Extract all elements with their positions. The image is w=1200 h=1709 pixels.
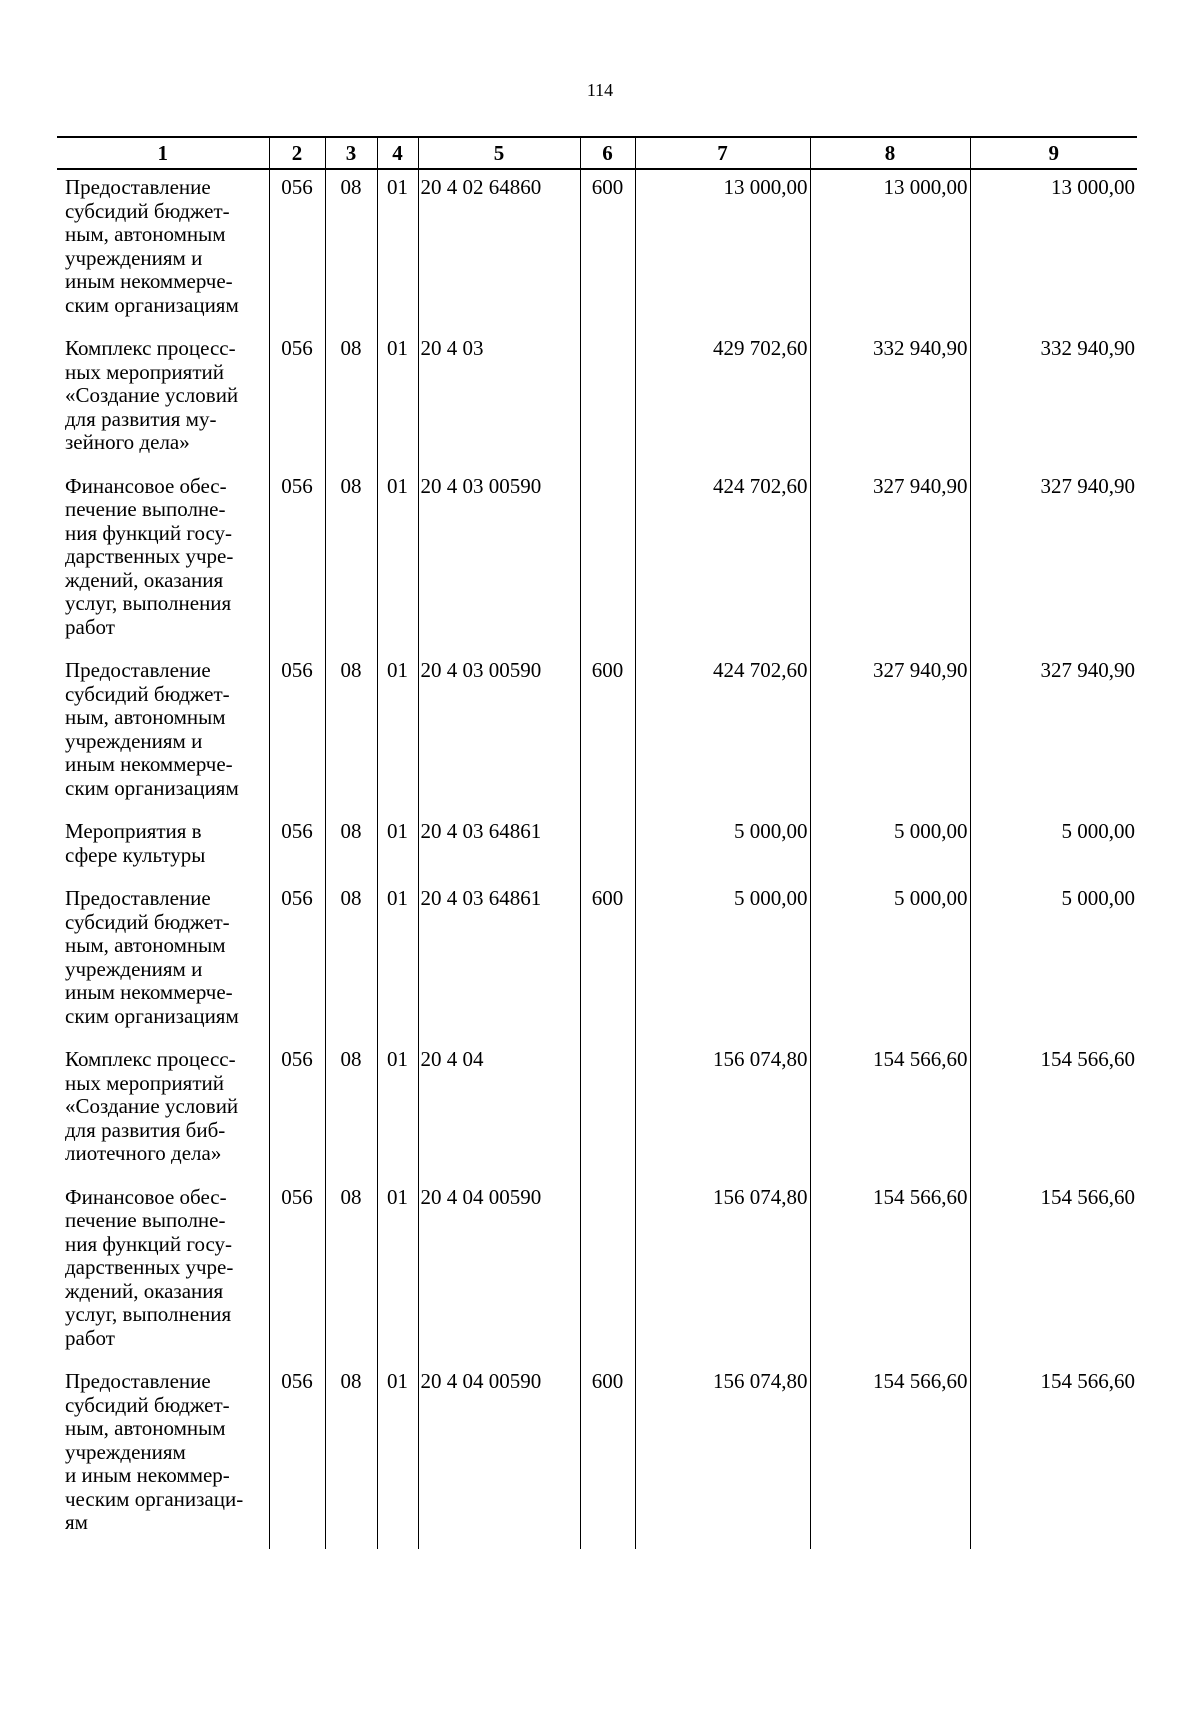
table-row xyxy=(57,169,1137,331)
amount-col8-cell: 154 566,60 xyxy=(810,1180,970,1365)
amount-col9-cell: 13 000,00 xyxy=(970,169,1137,331)
amount-col7-cell: 156 074,80 xyxy=(635,1180,810,1365)
column-header: 4 xyxy=(377,137,418,169)
table-row xyxy=(57,1364,1137,1549)
amount-col7-cell: 429 702,60 xyxy=(635,331,810,469)
amount-col7-cell: 424 702,60 xyxy=(635,469,810,654)
amount-col8-cell: 5 000,00 xyxy=(810,814,970,881)
section-code-cell: 08 xyxy=(325,1180,377,1365)
expense-type-cell xyxy=(580,331,635,469)
table-row xyxy=(57,653,1137,814)
row-name-cell: Предоставление субсидий бюджет- ным, автономным учреждениям и иным некоммерче- ским организациям xyxy=(65,658,239,800)
target-article-cell: 20 4 04 00590 xyxy=(418,1364,580,1549)
subsection-code-cell: 01 xyxy=(377,653,418,814)
admin-code-cell: 056 xyxy=(269,1042,325,1180)
subsection-code-cell: 01 xyxy=(377,814,418,881)
table-header-row xyxy=(57,137,1137,169)
section-code-cell: 08 xyxy=(325,653,377,814)
admin-code-cell: 056 xyxy=(269,814,325,881)
page-number: 114 xyxy=(586,80,614,100)
amount-col9-cell: 5 000,00 xyxy=(970,814,1137,881)
column-header: 3 xyxy=(325,137,377,169)
subsection-code-cell: 01 xyxy=(377,1180,418,1365)
column-header: 9 xyxy=(970,137,1137,169)
amount-col8-cell: 332 940,90 xyxy=(810,331,970,469)
section-code-cell: 08 xyxy=(325,1364,377,1549)
column-header: 1 xyxy=(57,137,269,169)
amount-col9-cell: 154 566,60 xyxy=(970,1364,1137,1549)
amount-col7-cell: 5 000,00 xyxy=(635,881,810,1042)
amount-col9-cell: 327 940,90 xyxy=(970,469,1137,654)
row-name-cell: Предоставление субсидий бюджет- ным, автономным учреждениям и иным некоммерче- ским организациям xyxy=(65,886,239,1028)
section-code-cell: 08 xyxy=(325,881,377,1042)
amount-col8-cell: 327 940,90 xyxy=(810,469,970,654)
target-article-cell: 20 4 03 64861 xyxy=(418,814,580,881)
subsection-code-cell: 01 xyxy=(377,1364,418,1549)
amount-col7-cell: 424 702,60 xyxy=(635,653,810,814)
budget-table xyxy=(57,136,1137,1549)
target-article-cell: 20 4 03 00590 xyxy=(418,469,580,654)
table-row xyxy=(57,469,1137,654)
expense-type-cell xyxy=(580,1180,635,1365)
section-code-cell: 08 xyxy=(325,169,377,331)
amount-col7-cell: 13 000,00 xyxy=(635,169,810,331)
amount-col7-cell: 156 074,80 xyxy=(635,1042,810,1180)
table-row xyxy=(57,814,1137,881)
table-body xyxy=(57,169,1137,1549)
section-code-cell: 08 xyxy=(325,469,377,654)
expense-type-cell xyxy=(580,1042,635,1180)
table-row xyxy=(57,1042,1137,1180)
column-header: 2 xyxy=(269,137,325,169)
table-row xyxy=(57,331,1137,469)
amount-col9-cell: 154 566,60 xyxy=(970,1180,1137,1365)
subsection-code-cell: 01 xyxy=(377,469,418,654)
column-header: 6 xyxy=(580,137,635,169)
admin-code-cell: 056 xyxy=(269,469,325,654)
section-code-cell: 08 xyxy=(325,331,377,469)
table-row xyxy=(57,1180,1137,1365)
amount-col8-cell: 327 940,90 xyxy=(810,653,970,814)
amount-col8-cell: 5 000,00 xyxy=(810,881,970,1042)
column-header: 5 xyxy=(418,137,580,169)
section-code-cell: 08 xyxy=(325,814,377,881)
subsection-code-cell: 01 xyxy=(377,881,418,1042)
amount-col9-cell: 5 000,00 xyxy=(970,881,1137,1042)
row-name-cell: Комплекс процесс- ных мероприятий «Создание условий для развития му- зейного дела» xyxy=(65,336,239,454)
section-code-cell: 08 xyxy=(325,1042,377,1180)
column-header: 7 xyxy=(635,137,810,169)
admin-code-cell: 056 xyxy=(269,881,325,1042)
expense-type-cell: 600 xyxy=(580,653,635,814)
subsection-code-cell: 01 xyxy=(377,169,418,331)
target-article-cell: 20 4 03 64861 xyxy=(418,881,580,1042)
amount-col7-cell: 5 000,00 xyxy=(635,814,810,881)
row-name-cell: Финансовое обес- печение выполне- ния функций госу- дарственных учре- ждений, оказания услуг, выполнения работ xyxy=(65,1184,234,1350)
target-article-cell: 20 4 03 00590 xyxy=(418,653,580,814)
amount-col8-cell: 13 000,00 xyxy=(810,169,970,331)
subsection-code-cell: 01 xyxy=(377,1042,418,1180)
amount-col8-cell: 154 566,60 xyxy=(810,1364,970,1549)
target-article-cell: 20 4 04 xyxy=(418,1042,580,1180)
admin-code-cell: 056 xyxy=(269,1180,325,1365)
row-name-cell: Мероприятия в сфере культуры xyxy=(65,819,206,867)
amount-col9-cell: 332 940,90 xyxy=(970,331,1137,469)
admin-code-cell: 056 xyxy=(269,331,325,469)
row-name-cell: Комплекс процесс- ных мероприятий «Создание условий для развития биб- лиотечного дела» xyxy=(65,1047,239,1165)
amount-col9-cell: 154 566,60 xyxy=(970,1042,1137,1180)
expense-type-cell xyxy=(580,814,635,881)
row-name-cell: Предоставление субсидий бюджет- ным, автономным учреждениям и иным некоммер- ческим организаци- ям xyxy=(65,1369,244,1534)
expense-type-cell: 600 xyxy=(580,1364,635,1549)
table-row xyxy=(57,881,1137,1042)
target-article-cell: 20 4 02 64860 xyxy=(418,169,580,331)
admin-code-cell: 056 xyxy=(269,653,325,814)
column-header: 8 xyxy=(810,137,970,169)
row-name-cell: Финансовое обес- печение выполне- ния функций госу- дарственных учре- ждений, оказания услуг, выполнения работ xyxy=(65,473,234,639)
amount-col9-cell: 327 940,90 xyxy=(970,653,1137,814)
expense-type-cell: 600 xyxy=(580,169,635,331)
expense-type-cell xyxy=(580,469,635,654)
subsection-code-cell: 01 xyxy=(377,331,418,469)
target-article-cell: 20 4 03 xyxy=(418,331,580,469)
target-article-cell: 20 4 04 00590 xyxy=(418,1180,580,1365)
amount-col8-cell: 154 566,60 xyxy=(810,1042,970,1180)
budget-table-container xyxy=(57,136,1137,1549)
amount-col7-cell: 156 074,80 xyxy=(635,1364,810,1549)
expense-type-cell: 600 xyxy=(580,881,635,1042)
admin-code-cell: 056 xyxy=(269,1364,325,1549)
row-name-cell: Предоставление субсидий бюджет- ным, автономным учреждениям и иным некоммерче- ским организациям xyxy=(65,175,239,317)
admin-code-cell: 056 xyxy=(269,169,325,331)
